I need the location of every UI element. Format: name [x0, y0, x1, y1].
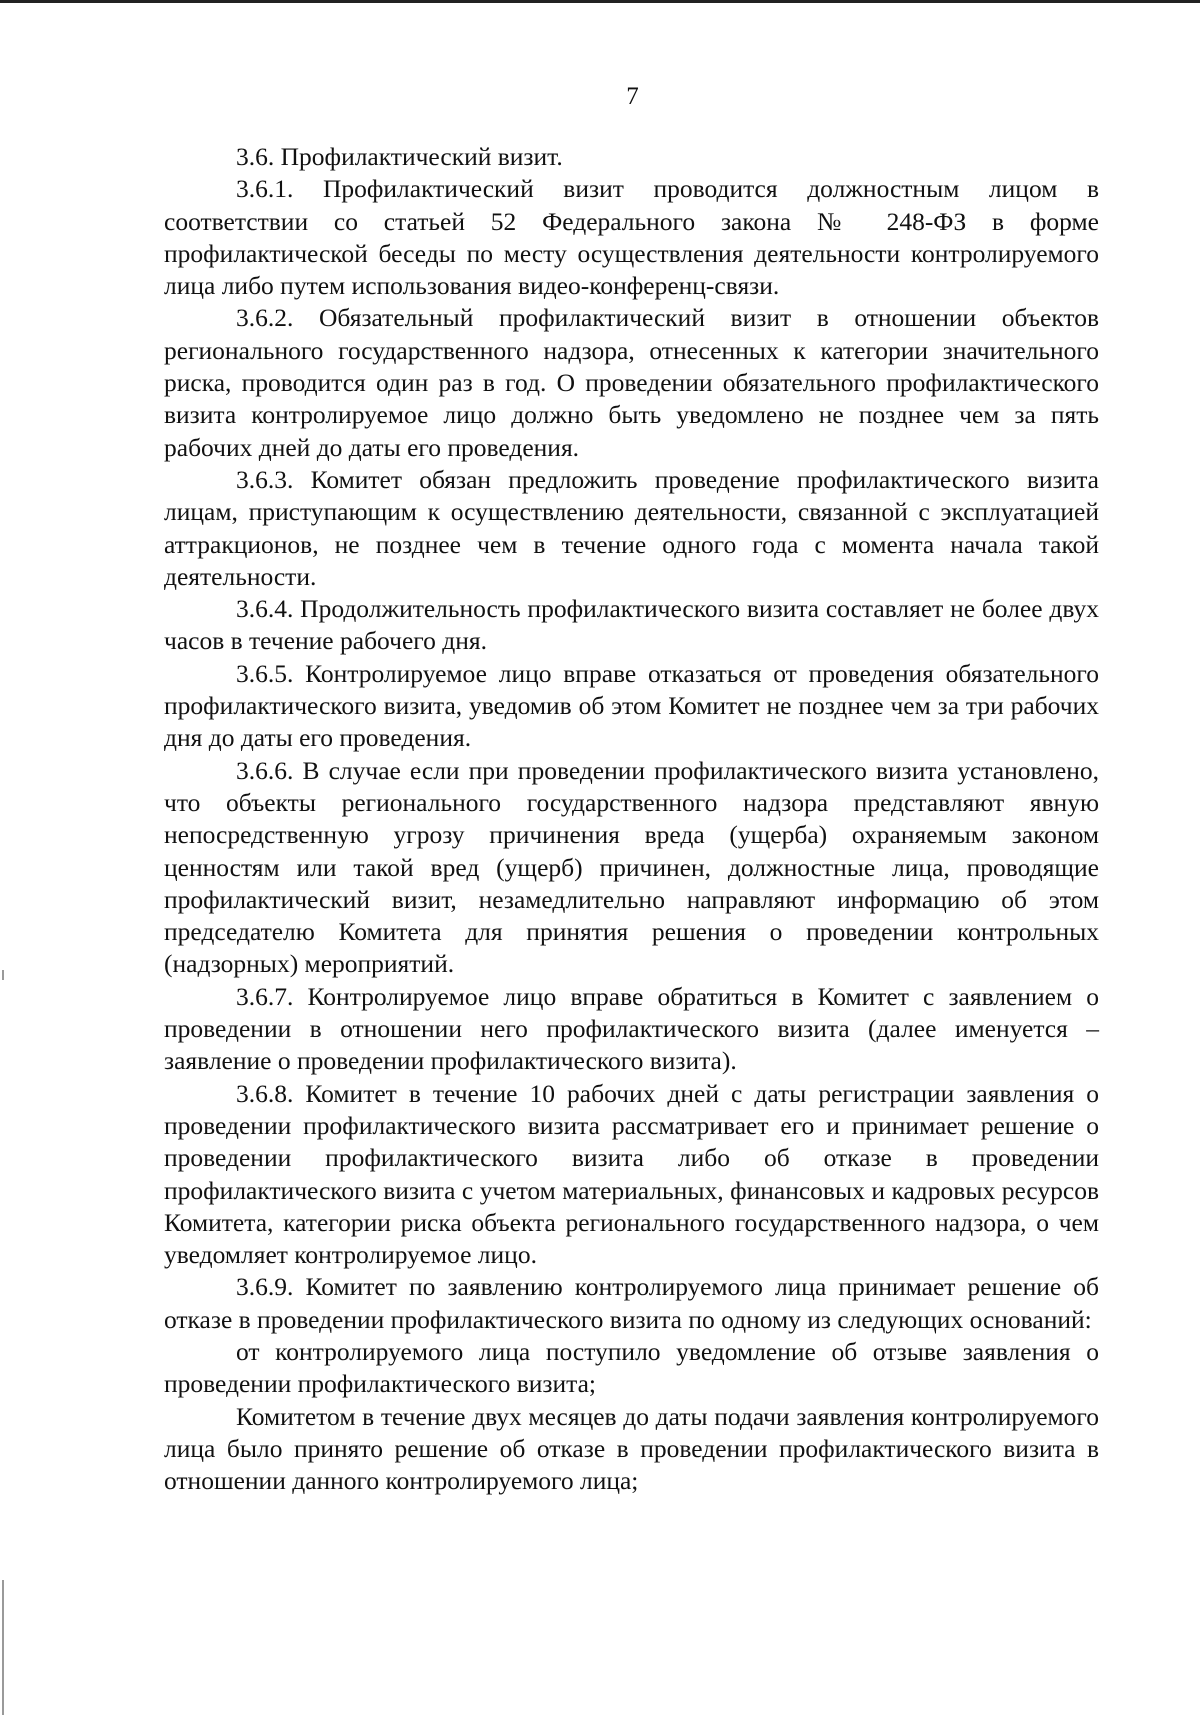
list-item: Комитетом в течение двух месяцев до даты подачи заявления контролируемого лица было принято решение об отказе в проведении профилактического визита в отношении данного контролируемого лица; — [164, 1401, 1099, 1496]
paragraph: 3.6.6. В случае если при проведении профилактического визита установлено, что объекты регионального государственного надзора представляют явную непосредственную угрозу причинения вреда (ущерба) охраняемым законом ценностям или такой вред (ущерб) причинен, должностные лица, проводящие профилактический визит, незамедлительно направляют информацию об этом председателю Комитета для принятия решения о проведении контрольных (надзорных) мероприятий. — [164, 755, 1099, 979]
page-number: 7 — [626, 83, 639, 110]
paragraph: 3.6.5. Контролируемое лицо вправе отказаться от проведения обязательного профилактического визита, уведомив об этом Комитет не позднее чем за три рабочих дня до даты его проведения. — [164, 658, 1099, 753]
document-body — [164, 141, 1099, 1497]
paragraph: 3.6.2. Обязательный профилактический визит в отношении объектов регионального государственного надзора, отнесенных к категории значительного риска, проводится один раз в год. О проведении обязательного профилактического визита контролируемое лицо должно быть уведомлено не позднее чем за пять рабочих дней до даты его проведения. — [164, 303, 1099, 462]
paragraph: 3.6.3. Комитет обязан предложить проведение профилактического визита лицам, приступающим к осуществлению деятельности, связанной с эксплуатацией аттракционов, не позднее чем в течение одного года с момента начала такой деятельности. — [164, 464, 1099, 591]
paragraph: 3.6.7. Контролируемое лицо вправе обратиться в Комитет с заявлением о проведении в отношении него профилактического визита (далее именуется – заявление о проведении профилактического визита). — [164, 981, 1099, 1076]
section-heading: 3.6. Профилактический визит. — [236, 142, 563, 171]
scan-side-mark — [2, 1580, 4, 1715]
paragraph: 3.6.8. Комитет в течение 10 рабочих дней с даты регистрации заявления о проведении профилактического визита рассматривает его и принимает решение о проведении профилактического визита либо об отказе в проведении профилактического визита с учетом материальных, финансовых и кадровых ресурсов Комитета, категории риска объекта регионального государственного надзора, о чем уведомляет контролируемое лицо. — [164, 1078, 1099, 1270]
paragraph: 3.6.1. Профилактический визит проводится должностным лицом в соответствии со статьей 52 Федерального закона № 248-ФЗ в форме профилактической беседы по месту осуществления деятельности контролируемого лица либо путем использования видео-конференц-связи. — [164, 174, 1099, 301]
scan-side-mark — [2, 970, 4, 980]
paragraph: 3.6.4. Продолжительность профилактического визита составляет не более двух часов в течение рабочего дня. — [164, 594, 1099, 656]
list-item: от контролируемого лица поступило уведомление об отзыве заявления о проведении профилактического визита; — [164, 1336, 1099, 1399]
paragraph: 3.6.9. Комитет по заявлению контролируемого лица принимает решение об отказе в проведении профилактического визита по одному из следующих оснований: — [164, 1272, 1099, 1334]
scan-top-border — [0, 0, 1200, 3]
